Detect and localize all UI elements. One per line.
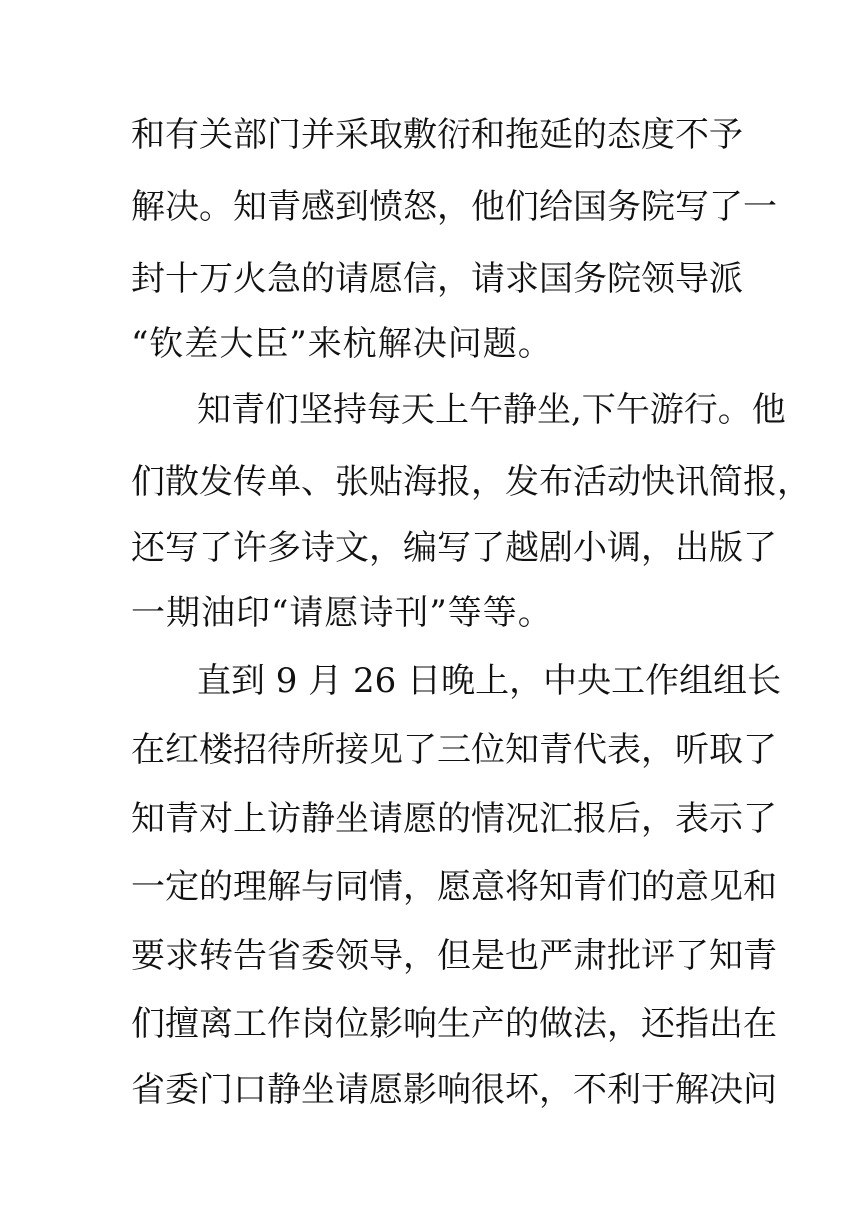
- text-line: 们散发传单、张贴海报，发布活动快讯简报，: [131, 462, 811, 502]
- text-line: 解决。知青感到愤怒，他们给国务院写了一: [131, 187, 777, 227]
- text-line: 一期油印“请愿诗刊”等等。: [131, 593, 553, 633]
- text-line: “钦差大臣”来杭解决问题。: [131, 324, 553, 364]
- text-line: 在红楼招待所接见了三位知青代表，听取了: [131, 730, 777, 770]
- text-line: 知青对上访静坐请愿的情况汇报后，表示了: [131, 799, 777, 839]
- paragraph-first-line: 直到 9 月 26 日晚上，中央工作组组长: [197, 661, 782, 701]
- text-line: 要求转告省委领导，但是也严肃批评了知青: [131, 936, 777, 976]
- text-line: 还写了许多诗文，编写了越剧小调，出版了: [131, 528, 777, 568]
- text-line: 们擅离工作岗位影响生产的做法，还指出在: [131, 1004, 777, 1044]
- text-line: 和有关部门并采取敷衍和拖延的态度不予: [131, 115, 743, 155]
- text-line: 省委门口静坐请愿影响很坏，不利于解决问: [131, 1070, 777, 1110]
- text-line: 一定的理解与同情，愿意将知青们的意见和: [131, 867, 777, 907]
- paragraph-first-line: 知青们坚持每天上午静坐,下午游行。他: [197, 390, 786, 430]
- text-line: 封十万火急的请愿信，请求国务院领导派: [131, 259, 743, 299]
